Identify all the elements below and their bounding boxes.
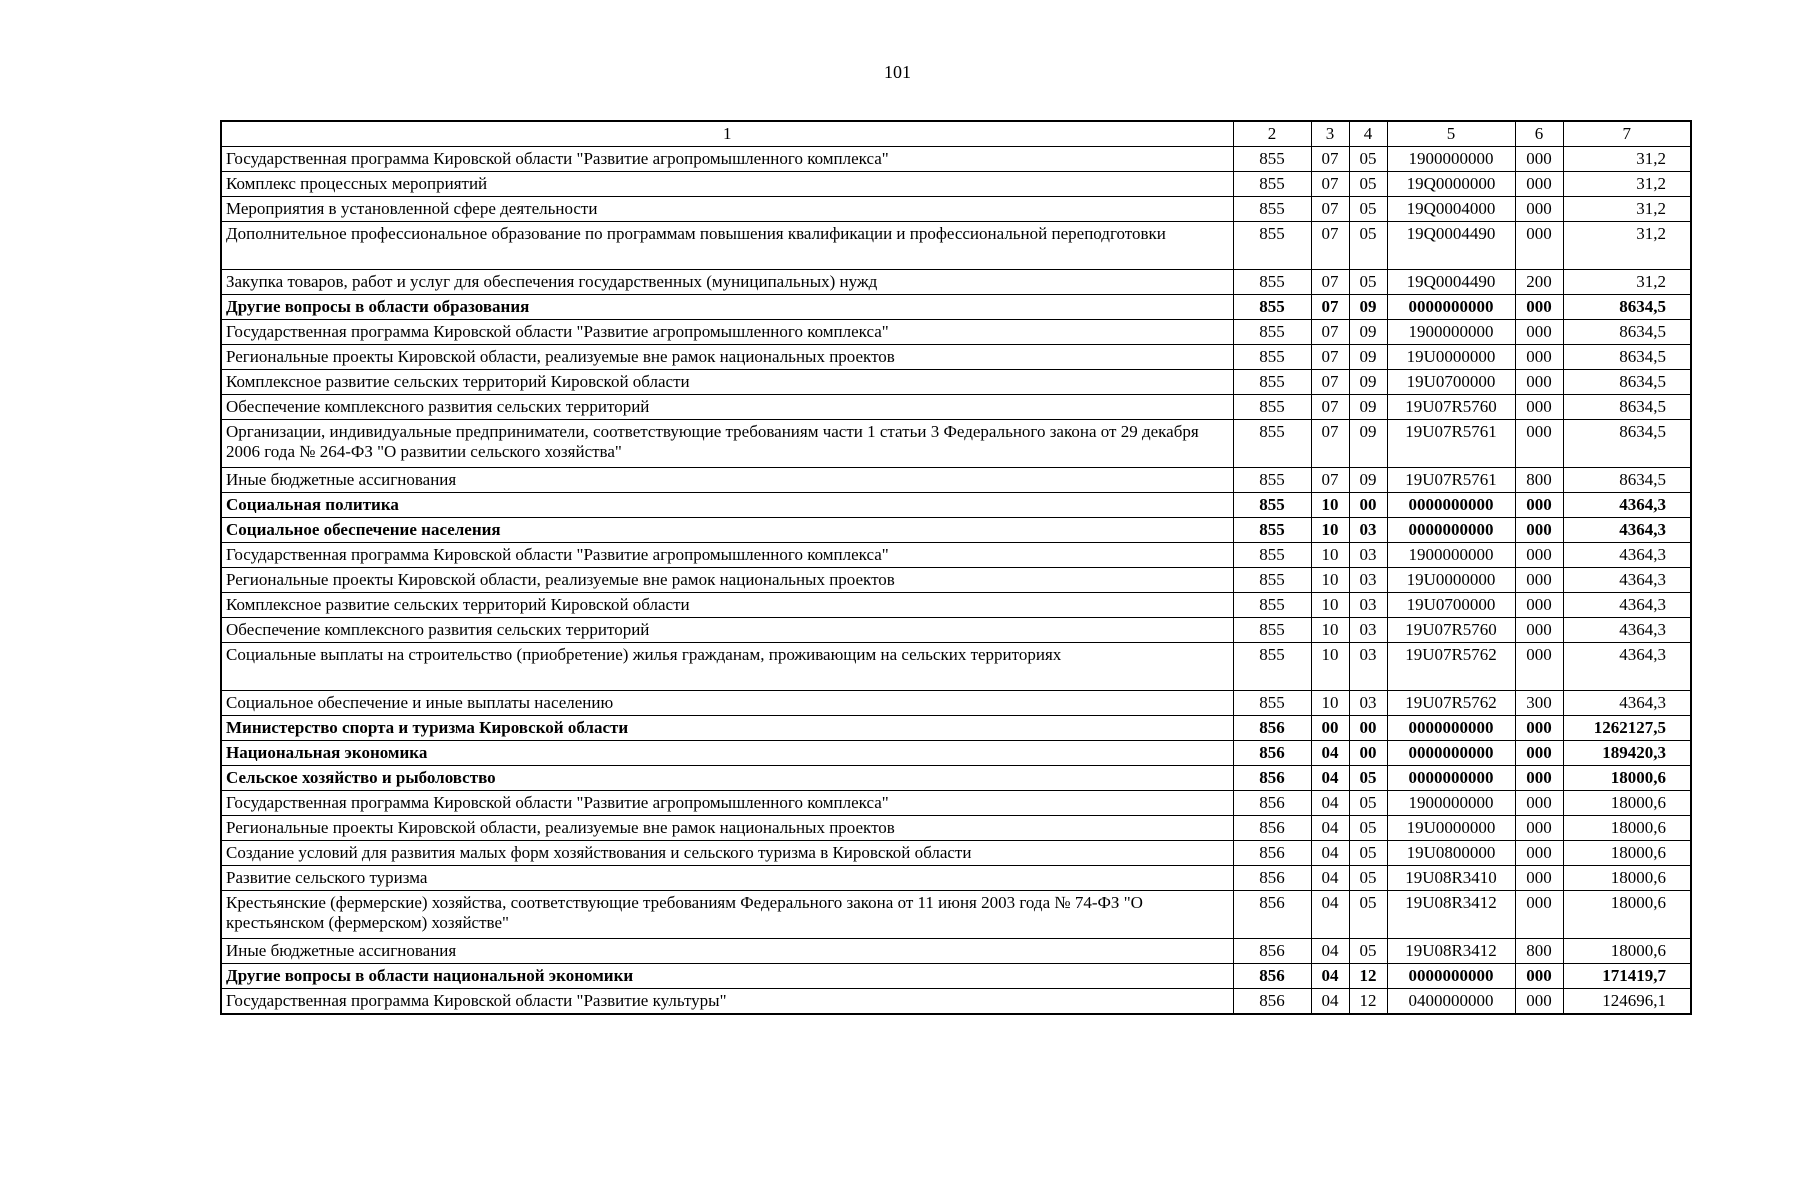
row-amount-cell: 31,2 [1563,222,1691,270]
row-subsection-cell: 03 [1349,543,1387,568]
row-section-cell: 07 [1311,395,1349,420]
row-subsection-cell: 05 [1349,891,1387,939]
row-section-cell: 00 [1311,716,1349,741]
row-target-cell: 19U08R3412 [1387,939,1515,964]
row-target-cell: 19Q0004490 [1387,222,1515,270]
row-amount-cell: 4364,3 [1563,618,1691,643]
row-subsection-cell: 00 [1349,493,1387,518]
row-amount-cell: 8634,5 [1563,370,1691,395]
row-expense-type-cell: 300 [1515,691,1563,716]
row-amount-cell: 8634,5 [1563,345,1691,370]
row-target-cell: 0000000000 [1387,716,1515,741]
row-code-cell: 856 [1233,716,1311,741]
row-section-cell: 10 [1311,618,1349,643]
row-expense-type-cell: 000 [1515,320,1563,345]
row-subsection-cell: 09 [1349,320,1387,345]
row-subsection-cell: 03 [1349,593,1387,618]
row-amount-cell: 189420,3 [1563,741,1691,766]
row-code-cell: 855 [1233,320,1311,345]
row-section-cell: 04 [1311,891,1349,939]
row-code-cell: 855 [1233,568,1311,593]
row-section-cell: 07 [1311,370,1349,395]
row-name-cell: Иные бюджетные ассигнования [221,939,1233,964]
row-subsection-cell: 09 [1349,420,1387,468]
row-expense-type-cell: 000 [1515,420,1563,468]
row-section-cell: 07 [1311,295,1349,320]
table-row [221,618,1691,643]
row-expense-type-cell: 000 [1515,816,1563,841]
row-amount-cell: 4364,3 [1563,691,1691,716]
row-subsection-cell: 05 [1349,791,1387,816]
table-row [221,643,1691,691]
row-target-cell: 19U07R5761 [1387,420,1515,468]
row-target-cell: 19U0700000 [1387,593,1515,618]
row-amount-cell: 171419,7 [1563,964,1691,989]
row-target-cell: 19U0800000 [1387,841,1515,866]
row-name-cell: Создание условий для развития малых форм хозяйствования и сельского туризма в Кировской области [221,841,1233,866]
row-subsection-cell: 12 [1349,964,1387,989]
row-name-cell: Региональные проекты Кировской области, реализуемые вне рамок национальных проектов [221,568,1233,593]
row-code-cell: 856 [1233,989,1311,1015]
row-amount-cell: 18000,6 [1563,766,1691,791]
row-section-cell: 07 [1311,468,1349,493]
row-code-cell: 855 [1233,593,1311,618]
table-row [221,816,1691,841]
row-target-cell: 19U08R3410 [1387,866,1515,891]
row-section-cell: 04 [1311,791,1349,816]
row-section-cell: 10 [1311,493,1349,518]
table-row [221,518,1691,543]
row-expense-type-cell: 000 [1515,395,1563,420]
row-section-cell: 07 [1311,147,1349,172]
row-subsection-cell: 00 [1349,741,1387,766]
row-expense-type-cell: 000 [1515,716,1563,741]
row-code-cell: 856 [1233,741,1311,766]
row-expense-type-cell: 000 [1515,197,1563,222]
row-subsection-cell: 05 [1349,270,1387,295]
row-code-cell: 856 [1233,816,1311,841]
row-code-cell: 855 [1233,197,1311,222]
table-row [221,891,1691,939]
table-row [221,395,1691,420]
row-name-cell: Государственная программа Кировской области "Развитие культуры" [221,989,1233,1015]
row-subsection-cell: 12 [1349,989,1387,1015]
row-amount-cell: 4364,3 [1563,518,1691,543]
row-expense-type-cell: 000 [1515,964,1563,989]
row-name-cell: Другие вопросы в области национальной экономики [221,964,1233,989]
row-code-cell: 855 [1233,295,1311,320]
table-row [221,593,1691,618]
row-subsection-cell: 05 [1349,766,1387,791]
header-cell: 1 [221,121,1233,147]
header-cell: 6 [1515,121,1563,147]
row-section-cell: 07 [1311,270,1349,295]
row-name-cell: Министерство спорта и туризма Кировской области [221,716,1233,741]
row-code-cell: 855 [1233,222,1311,270]
row-section-cell: 04 [1311,866,1349,891]
row-expense-type-cell: 000 [1515,618,1563,643]
row-amount-cell: 8634,5 [1563,395,1691,420]
row-code-cell: 855 [1233,345,1311,370]
row-name-cell: Социальное обеспечение и иные выплаты населению [221,691,1233,716]
row-target-cell: 0000000000 [1387,964,1515,989]
page-number: 101 [884,62,911,82]
row-name-cell: Региональные проекты Кировской области, реализуемые вне рамок национальных проектов [221,345,1233,370]
header-cell: 7 [1563,121,1691,147]
table-row [221,468,1691,493]
row-code-cell: 855 [1233,420,1311,468]
row-section-cell: 04 [1311,964,1349,989]
row-target-cell: 19Q0004490 [1387,270,1515,295]
row-name-cell: Мероприятия в установленной сфере деятельности [221,197,1233,222]
row-subsection-cell: 03 [1349,618,1387,643]
row-expense-type-cell: 800 [1515,939,1563,964]
row-section-cell: 10 [1311,691,1349,716]
table-row [221,420,1691,468]
row-name-cell: Комплексное развитие сельских территорий Кировской области [221,370,1233,395]
row-name-cell: Социальная политика [221,493,1233,518]
row-target-cell: 19U0700000 [1387,370,1515,395]
row-code-cell: 856 [1233,964,1311,989]
row-subsection-cell: 05 [1349,147,1387,172]
table-header-row [221,121,1691,147]
row-target-cell: 19U0000000 [1387,816,1515,841]
row-section-cell: 10 [1311,568,1349,593]
row-amount-cell: 4364,3 [1563,493,1691,518]
row-name-cell: Сельское хозяйство и рыболовство [221,766,1233,791]
row-expense-type-cell: 000 [1515,891,1563,939]
row-subsection-cell: 09 [1349,395,1387,420]
row-name-cell: Государственная программа Кировской области "Развитие агропромышленного комплекса" [221,543,1233,568]
row-subsection-cell: 09 [1349,370,1387,395]
row-name-cell: Государственная программа Кировской области "Развитие агропромышленного комплекса" [221,320,1233,345]
row-amount-cell: 124696,1 [1563,989,1691,1015]
row-code-cell: 855 [1233,543,1311,568]
row-name-cell: Обеспечение комплексного развития сельских территорий [221,618,1233,643]
row-name-cell: Развитие сельского туризма [221,866,1233,891]
row-code-cell: 855 [1233,518,1311,543]
table-row [221,320,1691,345]
row-expense-type-cell: 000 [1515,791,1563,816]
row-target-cell: 0000000000 [1387,766,1515,791]
row-expense-type-cell: 000 [1515,989,1563,1015]
table-row [221,197,1691,222]
row-amount-cell: 1262127,5 [1563,716,1691,741]
table-row [221,791,1691,816]
row-name-cell: Другие вопросы в области образования [221,295,1233,320]
table-row [221,222,1691,270]
row-expense-type-cell: 000 [1515,741,1563,766]
row-target-cell: 19Q0000000 [1387,172,1515,197]
row-name-cell: Закупка товаров, работ и услуг для обеспечения государственных (муниципальных) нужд [221,270,1233,295]
table-row [221,691,1691,716]
row-subsection-cell: 05 [1349,866,1387,891]
table-row [221,295,1691,320]
row-name-cell: Комплексное развитие сельских территорий Кировской области [221,593,1233,618]
row-section-cell: 07 [1311,345,1349,370]
header-cell: 4 [1349,121,1387,147]
row-section-cell: 10 [1311,518,1349,543]
row-code-cell: 856 [1233,891,1311,939]
row-section-cell: 10 [1311,543,1349,568]
row-code-cell: 855 [1233,172,1311,197]
header-cell: 3 [1311,121,1349,147]
row-expense-type-cell: 000 [1515,866,1563,891]
table-row [221,866,1691,891]
row-amount-cell: 31,2 [1563,172,1691,197]
row-target-cell: 1900000000 [1387,320,1515,345]
row-section-cell: 07 [1311,320,1349,345]
row-subsection-cell: 03 [1349,568,1387,593]
row-section-cell: 04 [1311,939,1349,964]
header-cell: 2 [1233,121,1311,147]
row-amount-cell: 31,2 [1563,270,1691,295]
row-amount-cell: 18000,6 [1563,816,1691,841]
row-subsection-cell: 05 [1349,939,1387,964]
row-section-cell: 04 [1311,741,1349,766]
row-expense-type-cell: 000 [1515,222,1563,270]
row-expense-type-cell: 000 [1515,147,1563,172]
header-cell: 5 [1387,121,1515,147]
row-name-cell: Социальные выплаты на строительство (приобретение) жилья гражданам, проживающим на сельских территориях [221,643,1233,691]
table-row [221,939,1691,964]
table-row [221,493,1691,518]
row-code-cell: 855 [1233,270,1311,295]
row-subsection-cell: 03 [1349,691,1387,716]
row-section-cell: 10 [1311,593,1349,618]
row-amount-cell: 8634,5 [1563,468,1691,493]
table-row [221,716,1691,741]
row-name-cell: Социальное обеспечение населения [221,518,1233,543]
row-name-cell: Региональные проекты Кировской области, реализуемые вне рамок национальных проектов [221,816,1233,841]
row-expense-type-cell: 200 [1515,270,1563,295]
table-row [221,741,1691,766]
table-row [221,147,1691,172]
row-section-cell: 07 [1311,197,1349,222]
row-code-cell: 855 [1233,468,1311,493]
table-row [221,989,1691,1015]
row-code-cell: 855 [1233,370,1311,395]
row-name-cell: Дополнительное профессиональное образование по программам повышения квалификации и профессиональной переподготовки [221,222,1233,270]
row-section-cell: 04 [1311,841,1349,866]
row-code-cell: 855 [1233,147,1311,172]
row-expense-type-cell: 000 [1515,766,1563,791]
row-subsection-cell: 05 [1349,816,1387,841]
row-section-cell: 07 [1311,222,1349,270]
row-expense-type-cell: 000 [1515,172,1563,197]
row-section-cell: 04 [1311,989,1349,1015]
row-name-cell: Государственная программа Кировской области "Развитие агропромышленного комплекса" [221,791,1233,816]
row-code-cell: 855 [1233,691,1311,716]
row-expense-type-cell: 000 [1515,841,1563,866]
row-amount-cell: 8634,5 [1563,295,1691,320]
row-amount-cell: 31,2 [1563,197,1691,222]
row-code-cell: 856 [1233,766,1311,791]
row-amount-cell: 4364,3 [1563,543,1691,568]
row-subsection-cell: 05 [1349,841,1387,866]
table-row [221,568,1691,593]
row-name-cell: Крестьянские (фермерские) хозяйства, соответствующие требованиям Федерального закона от 11 июня 2003 года № 74-ФЗ "О крестьянском (фермерском) хозяйстве" [221,891,1233,939]
row-subsection-cell: 05 [1349,197,1387,222]
row-target-cell: 0000000000 [1387,295,1515,320]
row-code-cell: 855 [1233,395,1311,420]
row-name-cell: Организации, индивидуальные предприниматели, соответствующие требованиям части 1 статьи 3 Федерального закона от 29 декабря 2006 года № 264-ФЗ "О развитии сельского хозяйства" [221,420,1233,468]
row-code-cell: 856 [1233,866,1311,891]
row-section-cell: 10 [1311,643,1349,691]
row-target-cell: 0000000000 [1387,741,1515,766]
row-amount-cell: 18000,6 [1563,939,1691,964]
row-code-cell: 855 [1233,643,1311,691]
row-target-cell: 1900000000 [1387,147,1515,172]
row-amount-cell: 8634,5 [1563,420,1691,468]
row-target-cell: 19U07R5760 [1387,395,1515,420]
table-row [221,964,1691,989]
row-target-cell: 0400000000 [1387,989,1515,1015]
row-target-cell: 19U07R5762 [1387,691,1515,716]
row-subsection-cell: 05 [1349,222,1387,270]
table-row [221,841,1691,866]
row-name-cell: Комплекс процессных мероприятий [221,172,1233,197]
row-subsection-cell: 00 [1349,716,1387,741]
row-expense-type-cell: 000 [1515,493,1563,518]
budget-table [220,120,1692,1015]
row-code-cell: 856 [1233,841,1311,866]
row-section-cell: 07 [1311,420,1349,468]
row-code-cell: 855 [1233,618,1311,643]
table-row [221,345,1691,370]
row-expense-type-cell: 000 [1515,370,1563,395]
row-expense-type-cell: 000 [1515,518,1563,543]
row-expense-type-cell: 000 [1515,295,1563,320]
row-amount-cell: 4364,3 [1563,568,1691,593]
row-subsection-cell: 05 [1349,172,1387,197]
row-code-cell: 855 [1233,493,1311,518]
row-expense-type-cell: 000 [1515,643,1563,691]
row-target-cell: 19U0000000 [1387,568,1515,593]
row-section-cell: 04 [1311,766,1349,791]
row-amount-cell: 18000,6 [1563,866,1691,891]
row-target-cell: 19U0000000 [1387,345,1515,370]
table-row [221,270,1691,295]
row-amount-cell: 4364,3 [1563,593,1691,618]
row-name-cell: Обеспечение комплексного развития сельских территорий [221,395,1233,420]
table-row [221,370,1691,395]
row-target-cell: 19Q0004000 [1387,197,1515,222]
table-row [221,543,1691,568]
row-subsection-cell: 09 [1349,468,1387,493]
table-row [221,766,1691,791]
table-row [221,172,1691,197]
row-target-cell: 19U08R3412 [1387,891,1515,939]
row-name-cell: Иные бюджетные ассигнования [221,468,1233,493]
row-section-cell: 07 [1311,172,1349,197]
row-amount-cell: 4364,3 [1563,643,1691,691]
row-target-cell: 1900000000 [1387,791,1515,816]
row-amount-cell: 31,2 [1563,147,1691,172]
row-code-cell: 856 [1233,791,1311,816]
row-target-cell: 19U07R5760 [1387,618,1515,643]
row-expense-type-cell: 000 [1515,568,1563,593]
row-target-cell: 0000000000 [1387,518,1515,543]
row-subsection-cell: 03 [1349,643,1387,691]
row-expense-type-cell: 000 [1515,345,1563,370]
row-target-cell: 1900000000 [1387,543,1515,568]
row-amount-cell: 8634,5 [1563,320,1691,345]
row-amount-cell: 18000,6 [1563,891,1691,939]
row-target-cell: 19U07R5762 [1387,643,1515,691]
row-subsection-cell: 03 [1349,518,1387,543]
row-section-cell: 04 [1311,816,1349,841]
row-subsection-cell: 09 [1349,295,1387,320]
row-amount-cell: 18000,6 [1563,791,1691,816]
row-subsection-cell: 09 [1349,345,1387,370]
row-target-cell: 19U07R5761 [1387,468,1515,493]
row-name-cell: Государственная программа Кировской области "Развитие агропромышленного комплекса" [221,147,1233,172]
row-amount-cell: 18000,6 [1563,841,1691,866]
row-expense-type-cell: 800 [1515,468,1563,493]
row-expense-type-cell: 000 [1515,543,1563,568]
row-code-cell: 856 [1233,939,1311,964]
row-name-cell: Национальная экономика [221,741,1233,766]
row-target-cell: 0000000000 [1387,493,1515,518]
row-expense-type-cell: 000 [1515,593,1563,618]
